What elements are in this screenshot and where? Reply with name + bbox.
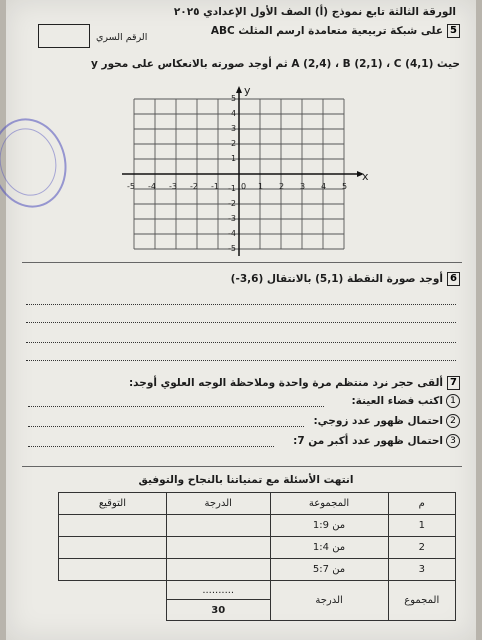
y-tick: 5 [231,94,237,103]
x-tick: -1 [211,182,219,191]
closing-message: انتهت الأسئلة مع تمنياتنا بالنجاح والتوفيق [138,474,354,486]
q7-item-num: 2 [446,414,460,428]
answer-line[interactable] [26,322,456,323]
signature-cell[interactable] [59,515,167,537]
q5-text-1: على شبكة تربيعية متعامدة ارسم المثلث ABC [210,25,443,37]
q7-item-text: احتمال ظهور عدد زوجي: [313,415,443,427]
q5-line1 [211,24,460,38]
answer-line[interactable] [28,446,274,447]
q7-intro: ألقى حجر نرد منتظم مرة واحدة وملاحظة الوجه العلوي أوجد: [128,377,443,389]
row-number: 3 [388,559,456,581]
header-cell: التوقيع [59,493,167,515]
x-tick: -5 [127,182,135,191]
header-cell: المجموعة [270,493,388,515]
x-tick: 2 [279,182,285,191]
y-tick: -3 [228,214,236,223]
grade-dots[interactable]: .......... [166,581,270,600]
x-tick: 5 [342,182,348,191]
y-tick: -2 [228,199,236,208]
answer-line[interactable] [26,304,456,305]
x-tick: 3 [300,182,306,191]
y-tick: -4 [228,229,236,238]
empty-cell [59,581,167,621]
q7-intro-line [129,376,460,390]
x-axis-label: x [362,170,369,183]
answer-line[interactable] [26,342,456,343]
q7-item-num: 1 [446,394,460,408]
table-row [59,537,456,559]
row-group: من 5:7 [270,559,388,581]
secret-number-box [38,24,90,48]
q7-item-num: 3 [446,434,460,448]
total-label: المجموع [388,581,456,621]
signature-cell[interactable] [59,537,167,559]
table-row [59,559,456,581]
signature-cell[interactable] [59,559,167,581]
q7-item-3 [293,434,460,448]
divider [22,466,462,467]
answer-line[interactable] [28,406,324,407]
q6-number: 6 [447,272,460,286]
y-tick: 1 [231,154,237,163]
y-tick: 4 [231,109,237,118]
table-row [59,515,456,537]
grade-label: الدرجة [270,581,388,621]
row-number: 2 [388,537,456,559]
q7-item-text: اكتب فضاء العينة: [351,395,443,407]
header-title: الورقة الثالثة تابع نموذج (أ) الصف الأول الإعدادي ٢٠٢٥ [173,6,456,18]
grade-cell[interactable] [166,537,270,559]
x-tick: 1 [258,182,264,191]
exam-page [6,0,476,640]
x-tick: -4 [148,182,156,191]
q5-text-2: حيث A (2,4) ، B (2,1) ، C (4,1) ثم أوجد صورته بالانعكاس على محور y [91,58,460,70]
q6-text: أوجد صورة النقطة (5,1) بالانتقال (3,6-) [230,273,443,285]
q6-line [231,272,460,286]
x-tick: -2 [190,182,198,191]
q7-item-text: احتمال ظهور عدد أكبر من 7: [293,435,443,447]
answer-line[interactable] [28,426,304,427]
header-cell: م [388,493,456,515]
x-tick: -3 [169,182,177,191]
q7-number: 7 [447,376,460,390]
table-header-row [59,493,456,515]
y-tick: 3 [231,124,237,133]
y-tick: 2 [231,139,237,148]
score-table [58,492,456,621]
y-axis-label: y [244,84,251,97]
secret-number-label: الرقم السري [96,32,148,43]
header-cell: الدرجة [166,493,270,515]
row-group: من 1:4 [270,537,388,559]
divider [22,262,462,263]
y-tick: -1 [228,184,236,193]
grade-cell[interactable] [166,559,270,581]
x-tick: 4 [321,182,327,191]
x-tick: 0 [241,182,247,191]
row-number: 1 [388,515,456,537]
q7-item-1 [351,394,460,408]
total-value: 30 [166,600,270,621]
total-row [59,581,456,600]
y-tick: -5 [228,244,236,253]
row-group: من 1:9 [270,515,388,537]
grade-cell[interactable] [166,515,270,537]
coordinate-grid [114,84,374,258]
q7-item-2 [313,414,460,428]
answer-line[interactable] [26,360,456,361]
q5-number: 5 [447,24,460,38]
